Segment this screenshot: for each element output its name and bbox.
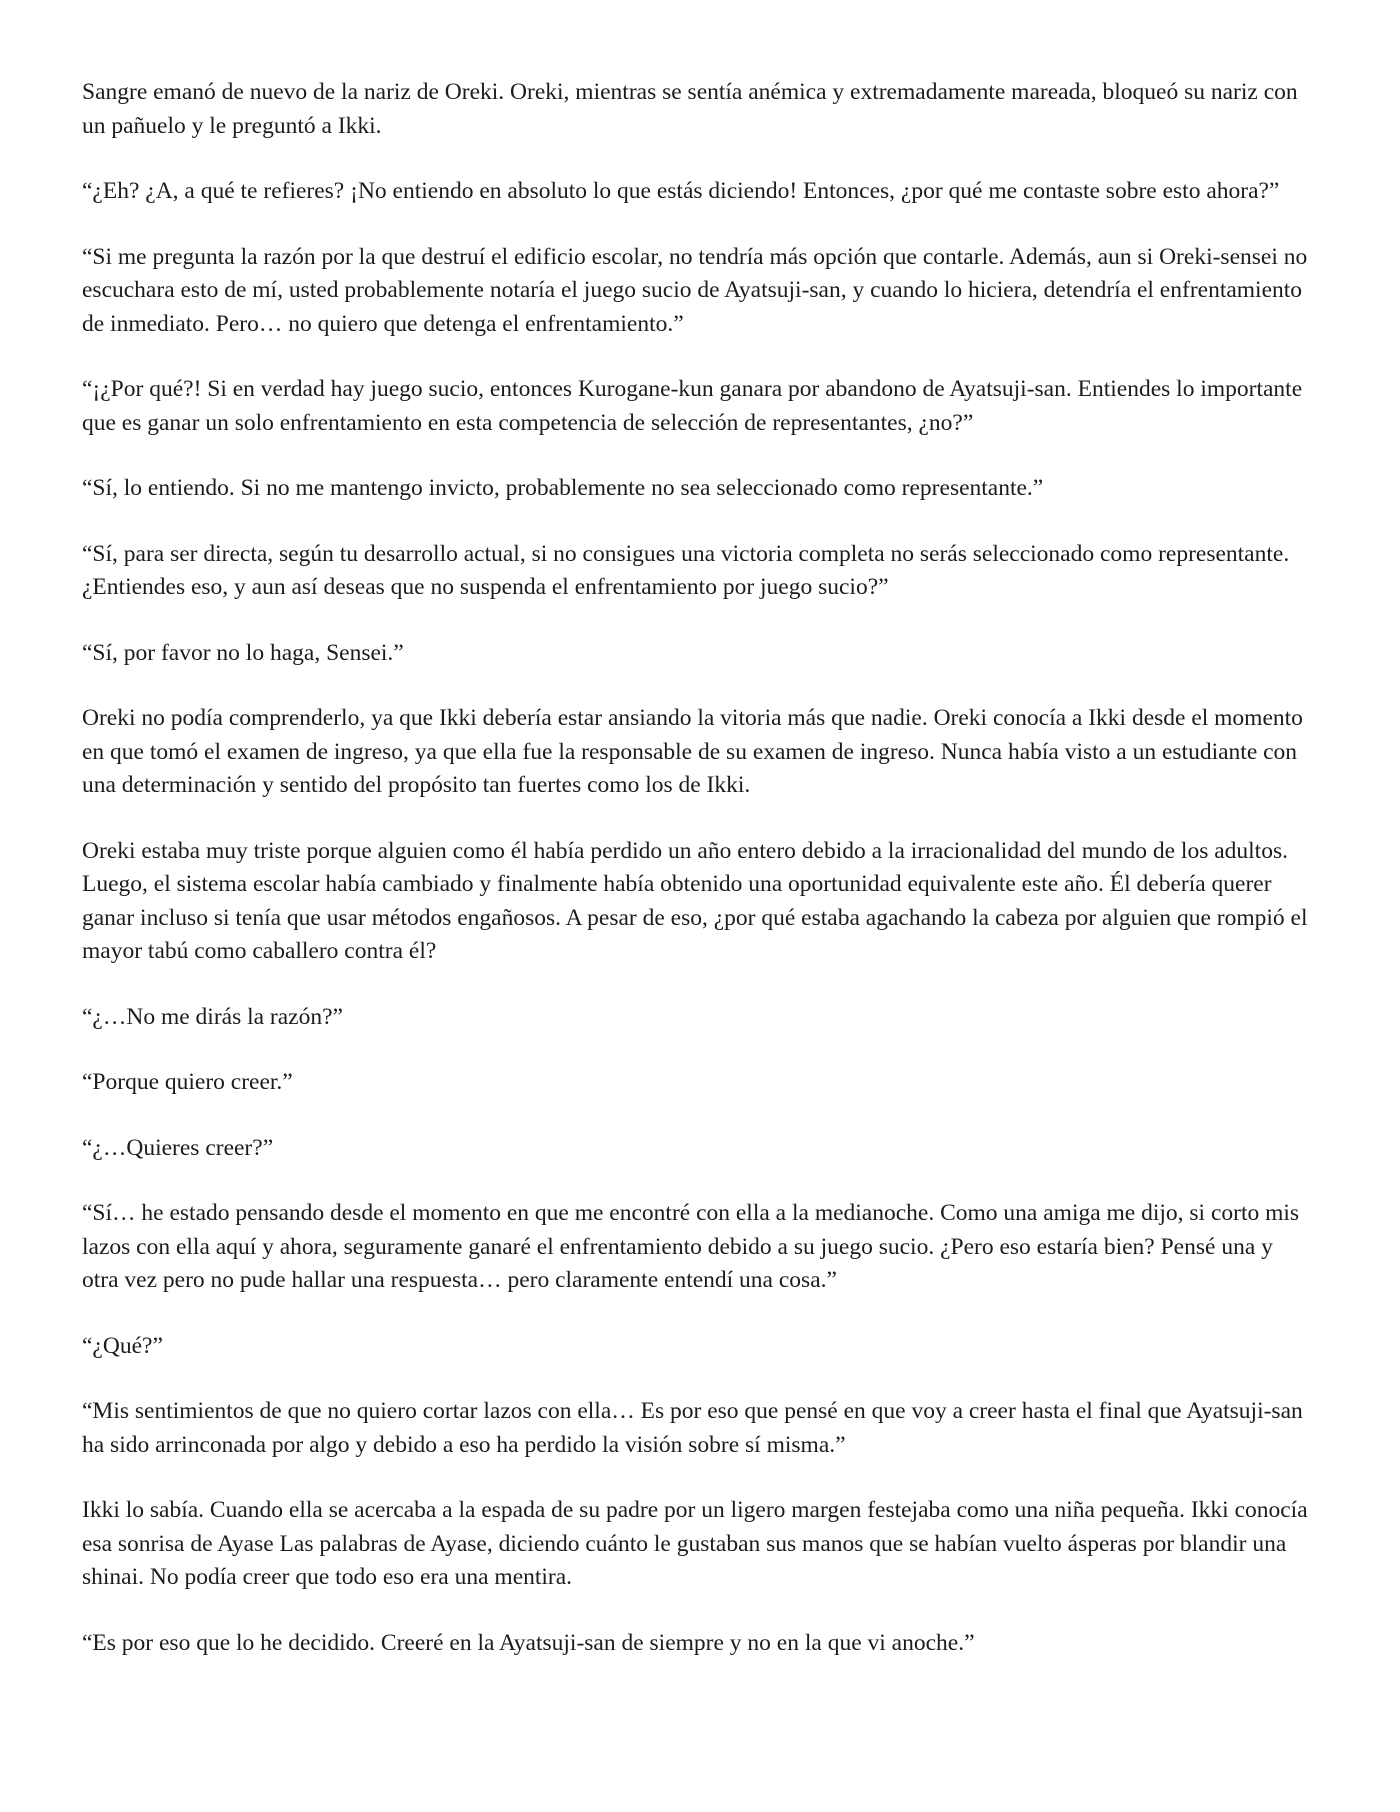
paragraph: “Sí, lo entiendo. Si no me mantengo invicto, probablemente no sea seleccionado como representante.”: [82, 475, 1044, 501]
paragraph: “Sí… he estado pensando desde el momento en que me encontré con ella a la medianoche. Como una amiga me dijo, si corto mis lazos con ella aquí y ahora, seguramente ganaré el enfrentamiento debido a su juego sucio. ¿Pero eso estaría bien? Pensé una y otra vez pero no pude hallar una respuesta… pero claramente entendí una cosa.”: [82, 1200, 1300, 1293]
paragraph: “¡¿Por qué?! Si en verdad hay juego sucio, entonces Kurogane-kun ganara por abandono de Ayatsuji-san. Entiendes lo importante que es ganar un solo enfrentamiento en esta competencia de selección de representantes, ¿no?”: [82, 376, 1303, 436]
paragraph: Oreki no podía comprenderlo, ya que Ikki debería estar ansiando la vitoria más que nadie. Oreki conocía a Ikki desde el momento en que tomó el examen de ingreso, ya que ella fue la responsable de su examen de ingreso. Nunca había visto a un estudiante con una determinación y sentido del propósito tan fuertes como los de Ikki.: [82, 705, 1303, 798]
paragraph: Ikki lo sabía. Cuando ella se acercaba a la espada de su padre por un ligero margen festejaba como una niña pequeña. Ikki conocía esa sonrisa de Ayase Las palabras de Ayase, diciendo cuánto le gustaban sus manos que se habían vuelto ásperas por blandir una shinai. No podía creer que todo eso era una mentira.: [82, 1497, 1308, 1590]
paragraph: “¿Qué?”: [82, 1332, 163, 1359]
paragraph: Oreki estaba muy triste porque alguien como él había perdido un año entero debido a la irracionalidad del mundo de los adultos. Luego, el sistema escolar había cambiado y finalmente había obtenido una oportunidad equivalente este año. Él debería querer ganar incluso si tenía que usar métodos engañosos. A pesar de eso, ¿por qué estaba agachando la cabeza por alguien que rompió el mayor tabú como caballero contra él?: [82, 837, 1308, 964]
paragraph: Sangre emanó de nuevo de la nariz de Oreki. Oreki, mientras se sentía anémica y extremadamente mareada, bloqueó su nariz con un pañuelo y le preguntó a Ikki.: [82, 79, 1298, 139]
paragraph: “¿Eh? ¿A, a qué te refieres? ¡No entiendo en absoluto lo que estás diciendo! Entonces, ¿por qué me contaste sobre esto ahora?”: [82, 178, 1280, 204]
paragraph: “Porque quiero creer.”: [82, 1069, 293, 1095]
paragraph: “Sí, para ser directa, según tu desarrollo actual, si no consigues una victoria completa no serás seleccionado como representante. ¿Entiendes eso, y aun así deseas que no suspenda el enfrentamiento por juego sucio?”: [82, 540, 1290, 600]
paragraph: “Si me pregunta la razón por la que destruí el edificio escolar, no tendría más opción que contarle. Además, aun si Oreki-sensei no escuchara esto de mí, usted probablemente notaría el juego sucio de Ayatsuji-san, y cuando lo hiciera, detendría el enfrentamiento de inmediato. Pero… no quiero que detenga el enfrentamiento.”: [82, 243, 1308, 337]
paragraph: “¿…Quieres creer?”: [82, 1134, 274, 1161]
paragraph: “Sí, por favor no lo haga, Sensei.”: [82, 639, 404, 666]
paragraph: “¿…No me dirás la razón?”: [82, 1003, 343, 1030]
paragraph: “Es por eso que lo he decidido. Creeré en la Ayatsuji-san de siempre y no en la que vi anoche.”: [82, 1629, 975, 1656]
paragraph: “Mis sentimientos de que no quiero cortar lazos con ella… Es por eso que pensé en que voy a creer hasta el final que Ayatsuji-san ha sido arrinconada por algo y debido a eso ha perdido la visión sobre sí misma.”: [82, 1398, 1303, 1458]
document-page: [82, 76, 1312, 1692]
